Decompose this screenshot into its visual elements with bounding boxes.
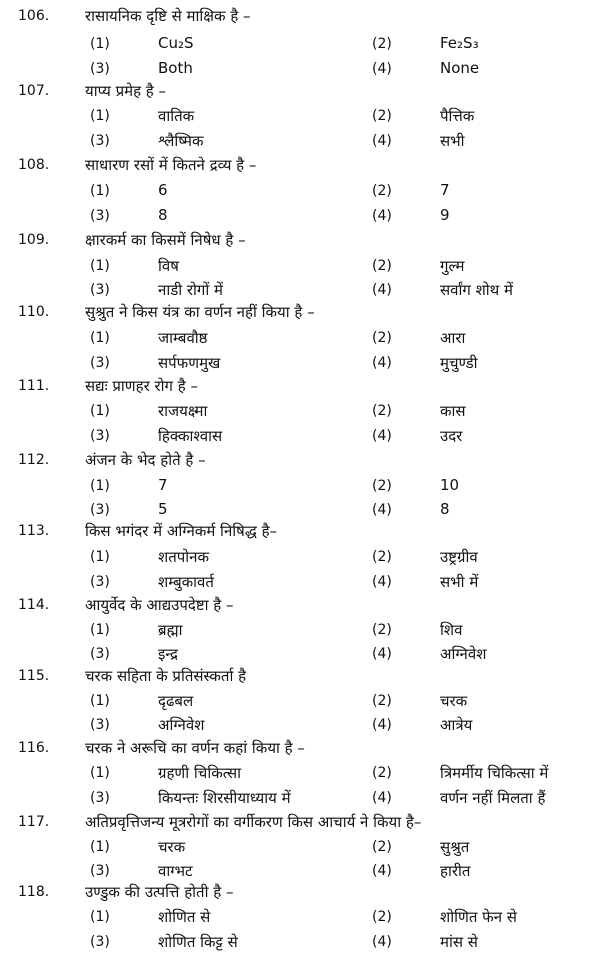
option-2: कास <box>440 402 466 420</box>
question-number: 110. <box>18 304 50 320</box>
question-text: सद्यः प्राणहर रोग है – <box>85 377 198 395</box>
option-1: शतपोनक <box>158 548 210 566</box>
option-1: वातिक <box>158 107 195 125</box>
option-4: सभी में <box>440 573 479 591</box>
question-number: 108. <box>18 157 50 173</box>
option-label: (2) <box>372 36 392 52</box>
option-label: (3) <box>90 646 110 662</box>
option-label: (1) <box>90 765 110 781</box>
question-number: 112. <box>18 452 50 468</box>
option-label: (2) <box>372 108 392 124</box>
option-label: (4) <box>372 790 392 806</box>
option-2: आरा <box>440 329 466 347</box>
option-3: सर्पफणमुख <box>158 354 221 372</box>
option-3: वाग्भट <box>158 862 193 880</box>
option-2: सुश्रुत <box>440 838 470 856</box>
option-1: चरक <box>158 838 186 856</box>
option-label: (3) <box>90 133 110 149</box>
option-label: (2) <box>372 549 392 565</box>
question-number: 116. <box>18 740 50 756</box>
option-label: (4) <box>372 428 392 444</box>
question-number: 107. <box>18 83 50 99</box>
option-label: (3) <box>90 502 110 518</box>
option-label: (4) <box>372 717 392 733</box>
option-label: (2) <box>372 478 392 494</box>
question-text: चरक सहिता के प्रतिसंस्कर्ता है <box>85 667 247 685</box>
option-4: वर्णन नहीं मिलता हैं <box>440 789 546 807</box>
option-label: (3) <box>90 863 110 879</box>
option-label: (3) <box>90 355 110 371</box>
option-label: (1) <box>90 183 110 199</box>
option-3: नाडी रोगों में <box>158 281 223 299</box>
question-text: याप्य प्रमेह है – <box>85 82 167 100</box>
option-1: 7 <box>158 476 168 494</box>
option-2: शोणित फेन से <box>440 908 517 926</box>
option-4: मांस से <box>440 933 478 951</box>
option-2: 10 <box>440 476 460 494</box>
option-label: (2) <box>372 403 392 419</box>
option-1: शोणित से <box>158 908 211 926</box>
question-number: 117. <box>18 814 50 830</box>
question-text: उण्डुक की उत्पत्ति होती है – <box>85 883 234 901</box>
option-label: (1) <box>90 330 110 346</box>
option-label: (2) <box>372 839 392 855</box>
option-label: (1) <box>90 693 110 709</box>
question-number: 113. <box>18 523 50 539</box>
option-2: Fe₂S₃ <box>440 34 479 52</box>
option-label: (4) <box>372 355 392 371</box>
option-label: (2) <box>372 693 392 709</box>
option-label: (3) <box>90 282 110 298</box>
option-2: चरक <box>440 692 468 710</box>
option-4: 8 <box>440 500 450 518</box>
option-label: (4) <box>372 934 392 950</box>
option-3: Both <box>158 59 193 77</box>
option-label: (1) <box>90 622 110 638</box>
option-2: उष्ट्रग्रीव <box>440 548 478 566</box>
question-number: 115. <box>18 668 50 684</box>
option-label: (3) <box>90 934 110 950</box>
question-number: 114. <box>18 597 50 613</box>
option-1: राजयक्ष्मा <box>158 402 208 420</box>
option-3: शम्बुकावर्त <box>158 573 214 591</box>
option-3: अग्निवेश <box>158 716 205 734</box>
option-1: जाम्बवौष्ठ <box>158 329 208 347</box>
question-text: चरक ने अरूचि का वर्णन कहां किया है – <box>85 739 305 757</box>
option-label: (1) <box>90 839 110 855</box>
option-4: आत्रेय <box>440 716 473 734</box>
option-3: 5 <box>158 500 168 518</box>
option-label: (1) <box>90 36 110 52</box>
option-label: (2) <box>372 330 392 346</box>
question-text: क्षारकर्म का किसमें निषेध है – <box>85 231 246 249</box>
option-label: (1) <box>90 108 110 124</box>
option-1: Cu₂S <box>158 34 194 52</box>
option-1: 6 <box>158 181 168 199</box>
question-text: सुश्रुत ने किस यंत्र का वर्णन नहीं किया है – <box>85 303 315 321</box>
option-1: ब्रह्मा <box>158 621 183 639</box>
option-3: श्लैष्मिक <box>158 132 204 150</box>
option-label: (3) <box>90 208 110 224</box>
option-4: हारीत <box>440 862 471 880</box>
question-text: अतिप्रवृत्तिजन्य मूत्ररोगों का वर्गीकरण किस आचार्य ने किया है– <box>85 813 422 831</box>
option-4: सभी <box>440 132 465 150</box>
question-text: आयुर्वेद के आद्यउपदेष्टा है – <box>85 596 234 614</box>
question-number: 109. <box>18 232 50 248</box>
option-label: (3) <box>90 790 110 806</box>
option-4: None <box>440 59 480 77</box>
option-2: पैत्तिक <box>440 107 475 125</box>
question-number: 106. <box>18 8 50 24</box>
option-3: शोणित किट्ट से <box>158 933 238 951</box>
option-3: हिक्काश्वास <box>158 427 223 445</box>
question-number: 118. <box>18 884 50 900</box>
option-4: मुचुण्डी <box>440 354 478 372</box>
option-label: (2) <box>372 258 392 274</box>
question-text: अंजन के भेद होते है – <box>85 451 206 469</box>
option-2: शिव <box>440 621 463 639</box>
option-label: (2) <box>372 183 392 199</box>
option-label: (3) <box>90 428 110 444</box>
option-label: (3) <box>90 717 110 733</box>
question-text: किस भगंदर में अग्निकर्म निषिद्ध है– <box>85 522 278 540</box>
option-label: (1) <box>90 549 110 565</box>
option-label: (1) <box>90 909 110 925</box>
option-1: विष <box>158 257 179 275</box>
option-label: (4) <box>372 133 392 149</box>
option-2: त्रिमर्मीय चिकित्सा में <box>440 764 549 782</box>
option-3: इन्द्र <box>158 645 178 663</box>
option-3: 8 <box>158 206 168 224</box>
question-text: साधारण रसों में कितने द्रव्य है – <box>85 156 257 174</box>
option-3: कियन्तः शिरसीयाध्याय में <box>158 789 291 807</box>
option-label: (3) <box>90 574 110 590</box>
option-4: 9 <box>440 206 450 224</box>
option-4: अग्निवेश <box>440 645 487 663</box>
option-label: (2) <box>372 765 392 781</box>
option-4: उदर <box>440 427 463 445</box>
option-4: सर्वांग शोथ में <box>440 281 513 299</box>
option-2: गुल्म <box>440 257 465 275</box>
option-label: (3) <box>90 61 110 77</box>
option-label: (4) <box>372 282 392 298</box>
option-label: (4) <box>372 208 392 224</box>
option-label: (1) <box>90 258 110 274</box>
option-2: 7 <box>440 181 450 199</box>
option-label: (4) <box>372 646 392 662</box>
option-label: (2) <box>372 622 392 638</box>
question-text: रासायनिक दृष्टि से माक्षिक है – <box>85 7 251 25</box>
option-1: ग्रहणी चिकित्सा <box>158 764 242 782</box>
option-label: (2) <box>372 909 392 925</box>
question-number: 111. <box>18 378 50 394</box>
option-label: (1) <box>90 403 110 419</box>
option-label: (4) <box>372 61 392 77</box>
option-label: (1) <box>90 478 110 494</box>
option-label: (4) <box>372 502 392 518</box>
option-label: (4) <box>372 574 392 590</box>
option-1: दृढबल <box>158 692 194 710</box>
option-label: (4) <box>372 863 392 879</box>
